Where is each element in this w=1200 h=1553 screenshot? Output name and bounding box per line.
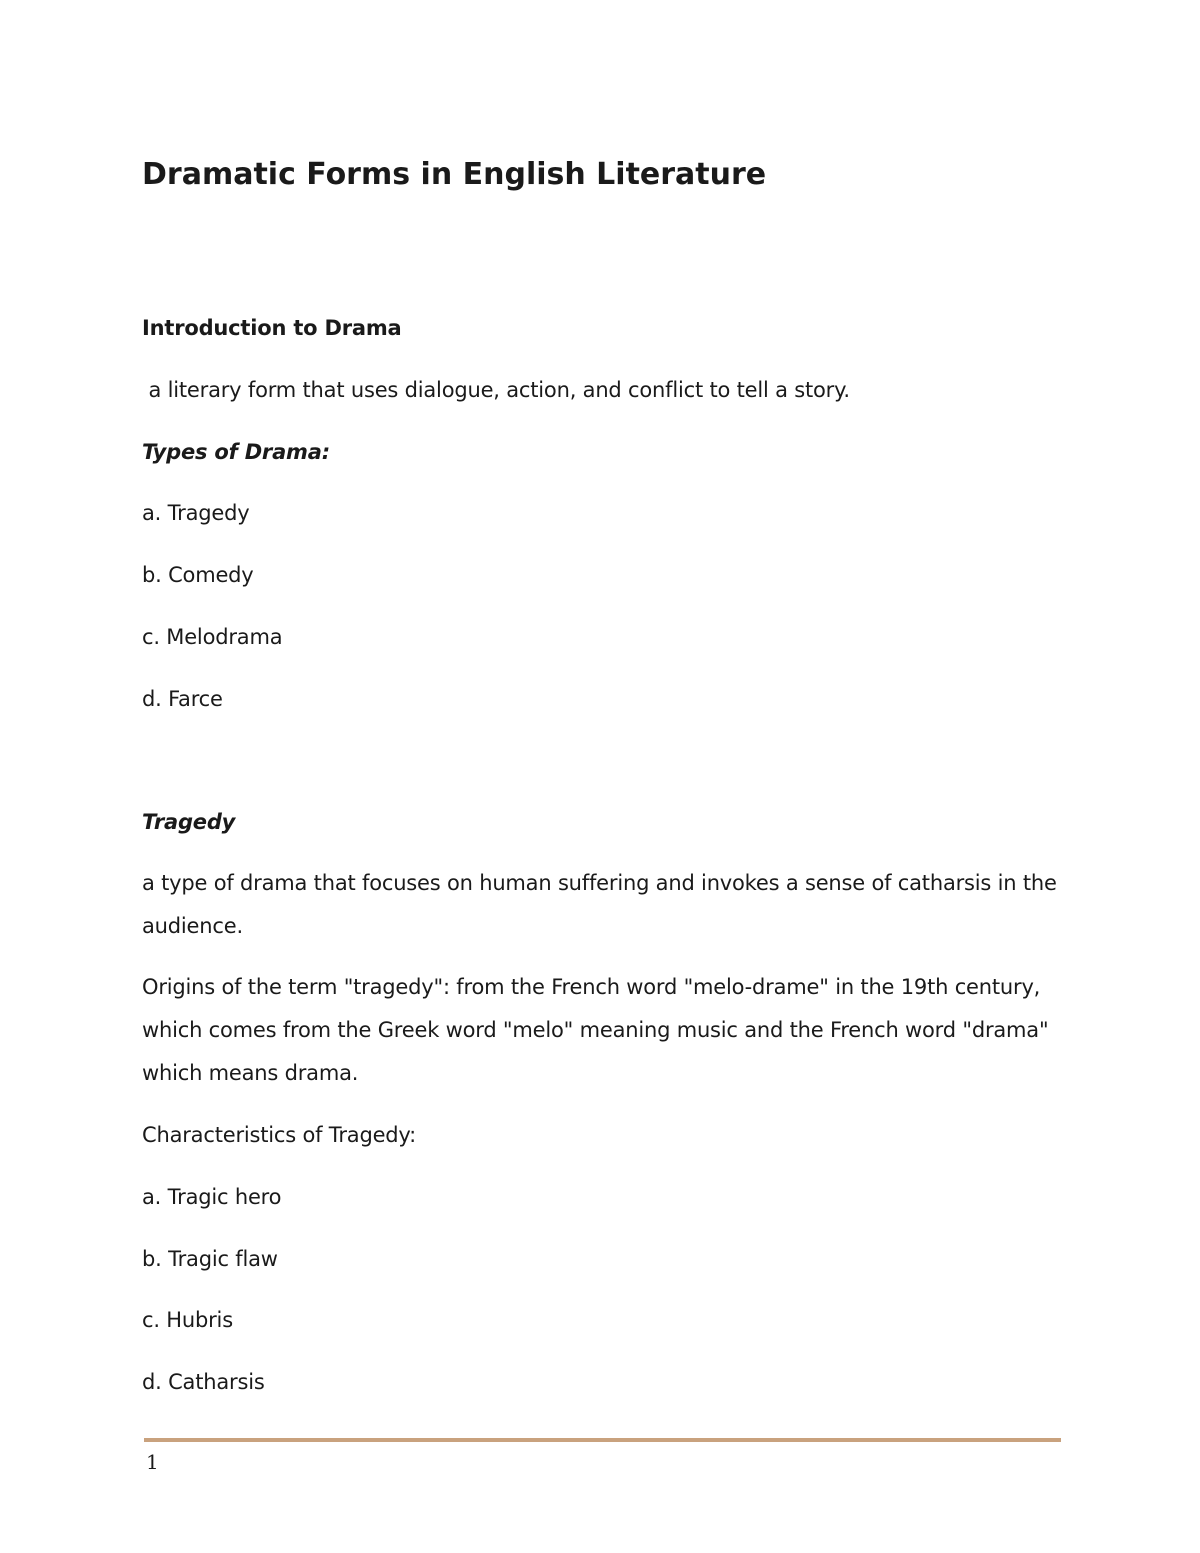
types-heading: Types of Drama: — [142, 440, 330, 464]
section-heading-tragedy: Tragedy — [142, 810, 236, 834]
section-heading-introduction: Introduction to Drama — [142, 316, 402, 340]
list-item-characteristic: a. Tragic hero — [142, 1185, 282, 1209]
characteristics-heading: Characteristics of Tragedy: — [142, 1123, 416, 1147]
drama-definition: a literary form that uses dialogue, action, and conflict to tell a story. — [142, 378, 850, 402]
list-item-characteristic: b. Tragic flaw — [142, 1247, 278, 1271]
tragedy-origins: Origins of the term "tragedy": from the French word "melo-drame" in the 19th century, which comes from the Greek word "melo" meaning music and the French word "drama" which means drama. — [142, 975, 1049, 1085]
tragedy-definition: a type of drama that focuses on human suffering and invokes a sense of catharsis in the audience. — [142, 871, 1057, 938]
list-item-type: a. Tragedy — [142, 501, 250, 525]
list-item-type: d. Farce — [142, 687, 223, 711]
page-number: 1 — [146, 1450, 159, 1474]
document-title: Dramatic Forms in English Literature — [142, 157, 767, 192]
footer-rule — [144, 1438, 1061, 1442]
list-item-characteristic: c. Hubris — [142, 1308, 233, 1332]
list-item-type: c. Melodrama — [142, 625, 283, 649]
list-item-characteristic: d. Catharsis — [142, 1370, 265, 1394]
list-item-type: b. Comedy — [142, 563, 254, 587]
